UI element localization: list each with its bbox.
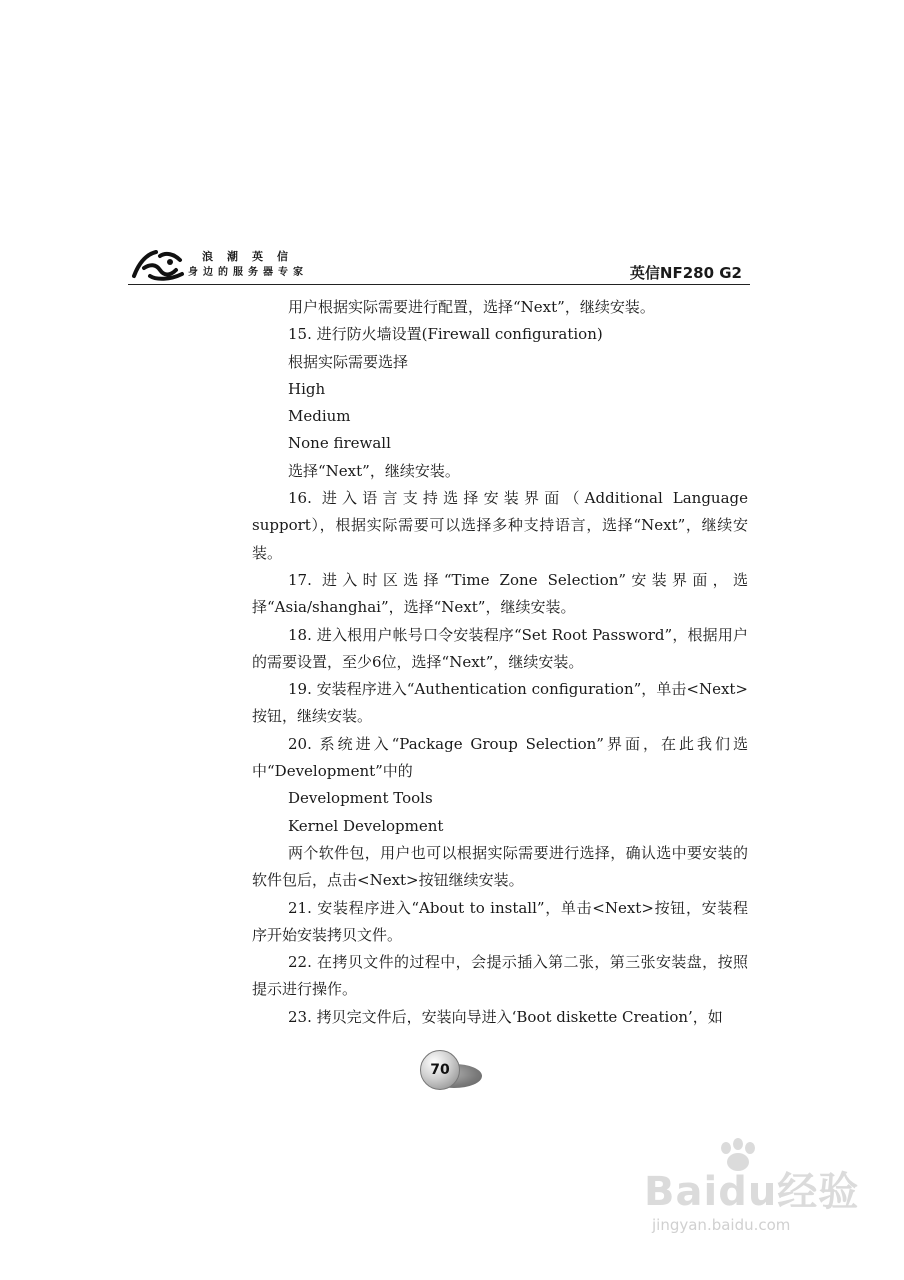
body-text xyxy=(252,294,748,1031)
text-line: 15. 进行防火墙设置(Firewall configuration) xyxy=(288,325,603,344)
page-number-badge xyxy=(420,1050,480,1092)
paragraph: 两个软件包，用户也可以根据实际需要进行选择，确认选中要安装的软件包后，点击<Next>按钮继续安装。 xyxy=(252,843,748,890)
paragraph: 16. 进入语言支持选择安装界面（Additional Language support），根据实际需要可以选择多种支持语言，选择“Next”，继续安装。 xyxy=(252,489,748,562)
watermark-logo: Baidu经验 xyxy=(644,1169,860,1215)
paragraph: 17. 进入时区选择“Time Zone Selection”安装界面，选择“Asia/shanghai”，选择“Next”，继续安装。 xyxy=(252,570,748,617)
baidu-watermark xyxy=(642,1138,862,1248)
text-line: Development Tools xyxy=(288,789,433,808)
slogan-bottom: 身边的服务器专家 xyxy=(188,267,308,278)
paragraph: 20. 系统进入“Package Group Selection”界面，在此我们选中“Development”中的 xyxy=(252,734,748,781)
header-divider xyxy=(128,284,750,285)
page-header xyxy=(128,244,750,286)
product-model: 英信NF280 G2 xyxy=(629,264,742,282)
text-line: Medium xyxy=(288,407,351,426)
text-line: 根据实际需要选择 xyxy=(288,352,409,371)
watermark-url: jingyan.baidu.com xyxy=(652,1216,791,1234)
paragraph: 19. 安装程序进入“Authentication configuration”，单击<Next>按钮，继续安装。 xyxy=(252,680,748,726)
text-line: 用户根据实际需要进行配置，选择“Next”，继续安装。 xyxy=(288,298,655,316)
slogan-top: 浪潮英信 xyxy=(202,250,302,263)
paragraph: 22. 在拷贝文件的过程中，会提示插入第二张，第三张安装盘，按照提示进行操作。 xyxy=(252,953,748,999)
paragraph: 21. 安装程序进入“About to install”，单击<Next>按钮，安装程序开始安装拷贝文件。 xyxy=(252,898,748,944)
paragraph: 18. 进入根用户帐号口令安装程序“Set Root Password”，根据用户的需要设置，至少6位，选择“Next”，继续安装。 xyxy=(252,625,748,671)
page-number-disc xyxy=(420,1050,460,1090)
page-number: 70 xyxy=(430,1062,450,1078)
logo-calligraphy-icon xyxy=(130,246,186,282)
text-line: 选择“Next”，继续安装。 xyxy=(288,461,460,480)
text-line: None firewall xyxy=(288,434,391,453)
text-line: Kernel Development xyxy=(288,816,444,835)
text-line: High xyxy=(288,379,326,398)
paragraph: 23. 拷贝完文件后，安装向导进入‘Boot diskette Creation’，如 xyxy=(288,1007,723,1026)
